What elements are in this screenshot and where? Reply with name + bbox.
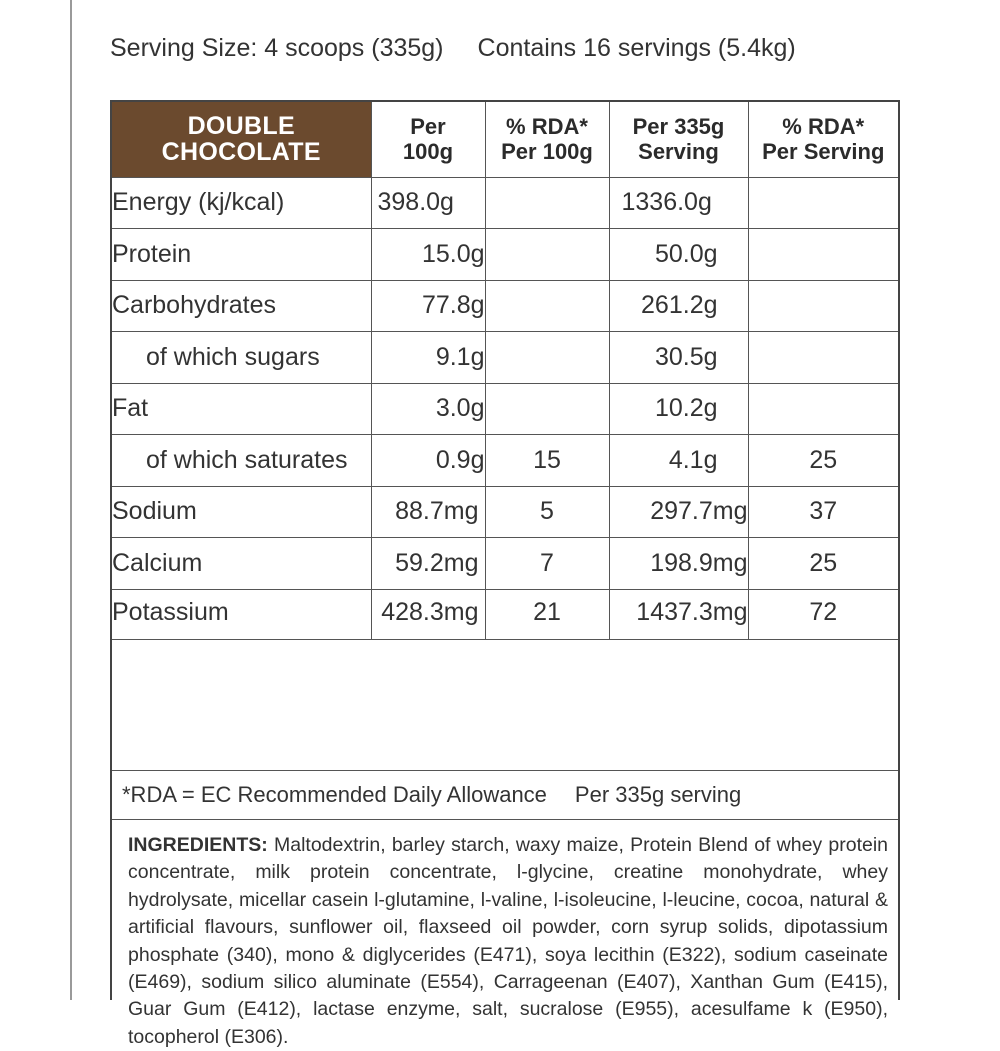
value-per-serving: 1336.0g	[609, 177, 748, 229]
value-per-serving: 297.7mg	[609, 486, 748, 538]
rda-per-100g	[485, 383, 609, 435]
table-row	[112, 486, 898, 538]
value-per-100g: 0.9g	[371, 435, 485, 487]
rda-footnote	[112, 770, 898, 820]
nutrition-panel	[110, 100, 900, 1048]
nutrient-name: Protein	[112, 229, 371, 281]
value-per-100g: 3.0g	[371, 383, 485, 435]
rda-per-serving: 25	[748, 435, 898, 487]
nutrient-name: of which sugars	[112, 332, 371, 384]
nutrient-name: Carbohydrates	[112, 280, 371, 332]
rda-per-100g: 5	[485, 486, 609, 538]
serving-size: Serving Size: 4 scoops (335g)	[110, 34, 444, 62]
rda-per-serving	[748, 177, 898, 229]
value-per-100g: 428.3mg	[371, 589, 485, 639]
nutrient-name: Calcium	[112, 538, 371, 590]
nutrient-name: Potassium	[112, 589, 371, 639]
nutrient-name: of which saturates	[112, 435, 371, 487]
rda-per-100g: 21	[485, 589, 609, 639]
rda-per-serving	[748, 383, 898, 435]
rda-per-serving: 37	[748, 486, 898, 538]
rda-per-serving	[748, 280, 898, 332]
rda-per-100g	[485, 229, 609, 281]
table-row	[112, 229, 898, 281]
value-per-serving: 10.2g	[609, 383, 748, 435]
table-row	[112, 383, 898, 435]
table-row	[112, 280, 898, 332]
header-rda-per-100g: % RDA* Per 100g	[485, 102, 609, 177]
nutrient-name: Sodium	[112, 486, 371, 538]
nutrition-table	[112, 102, 898, 640]
table-header-row	[112, 102, 898, 177]
value-per-100g: 77.8g	[371, 280, 485, 332]
value-per-100g: 59.2mg	[371, 538, 485, 590]
value-per-serving: 4.1g	[609, 435, 748, 487]
rda-definition: *RDA = EC Recommended Daily Allowance	[122, 782, 547, 807]
table-row	[112, 589, 898, 639]
value-per-serving: 198.9mg	[609, 538, 748, 590]
serving-info	[110, 30, 950, 66]
rda-per-100g: 7	[485, 538, 609, 590]
value-per-serving: 1437.3mg	[609, 589, 748, 639]
rda-per-serving	[748, 229, 898, 281]
table-row	[112, 435, 898, 487]
ingredients-text: Maltodextrin, barley starch, waxy maize, Protein Blend of whey protein concentrate, milk protein concentrate, l-glycine, creatine monohydrate, whey hydrolysate, micellar casein l-glutamine, l-valine, l-isoleucine, l-leucine, cocoa, natural & artificial flavours, sunflower oil, flaxseed oil powder, corn syrup solids, dipotassium phosphate (340), mono & diglycerides (E471), soya lecithin (E322), sodium caseinate (E469), sodium silico aluminate (E554), Carrageenan (E407), Xanthan Gum (E415), Guar Gum (E412), lactase enzyme, salt, sucralose (E955), acesulfame k (E950), tocopherol (E306).	[128, 834, 889, 1048]
rda-per-serving: 72	[748, 589, 898, 639]
header-per-100g: Per 100g	[371, 102, 485, 177]
value-per-100g: 15.0g	[371, 229, 485, 281]
rda-per-serving	[748, 332, 898, 384]
value-per-serving: 30.5g	[609, 332, 748, 384]
servings-count: Contains 16 servings (5.4kg)	[477, 34, 796, 62]
value-per-serving: 261.2g	[609, 280, 748, 332]
value-per-100g: 398.0g	[371, 177, 485, 229]
rda-per-100g	[485, 280, 609, 332]
rda-per-100g	[485, 177, 609, 229]
header-per-serving: Per 335g Serving	[609, 102, 748, 177]
table-row	[112, 177, 898, 229]
ingredients-list	[128, 832, 888, 1051]
table-row	[112, 538, 898, 590]
table-row	[112, 332, 898, 384]
nutrient-name: Fat	[112, 383, 371, 435]
ingredients-label: INGREDIENTS:	[128, 834, 268, 856]
value-per-100g: 9.1g	[371, 332, 485, 384]
header-rda-per-serving: % RDA* Per Serving	[748, 102, 898, 177]
rda-per-serving: 25	[748, 538, 898, 590]
footnote-serving: Per 335g serving	[574, 782, 742, 807]
flavour-label: DOUBLE CHOCOLATE	[112, 102, 371, 177]
value-per-100g: 88.7mg	[371, 486, 485, 538]
nutrient-name: Energy (kj/kcal)	[112, 177, 371, 229]
page-margin-rule	[70, 0, 72, 1000]
rda-per-100g	[485, 332, 609, 384]
value-per-serving: 50.0g	[609, 229, 748, 281]
rda-per-100g: 15	[485, 435, 609, 487]
